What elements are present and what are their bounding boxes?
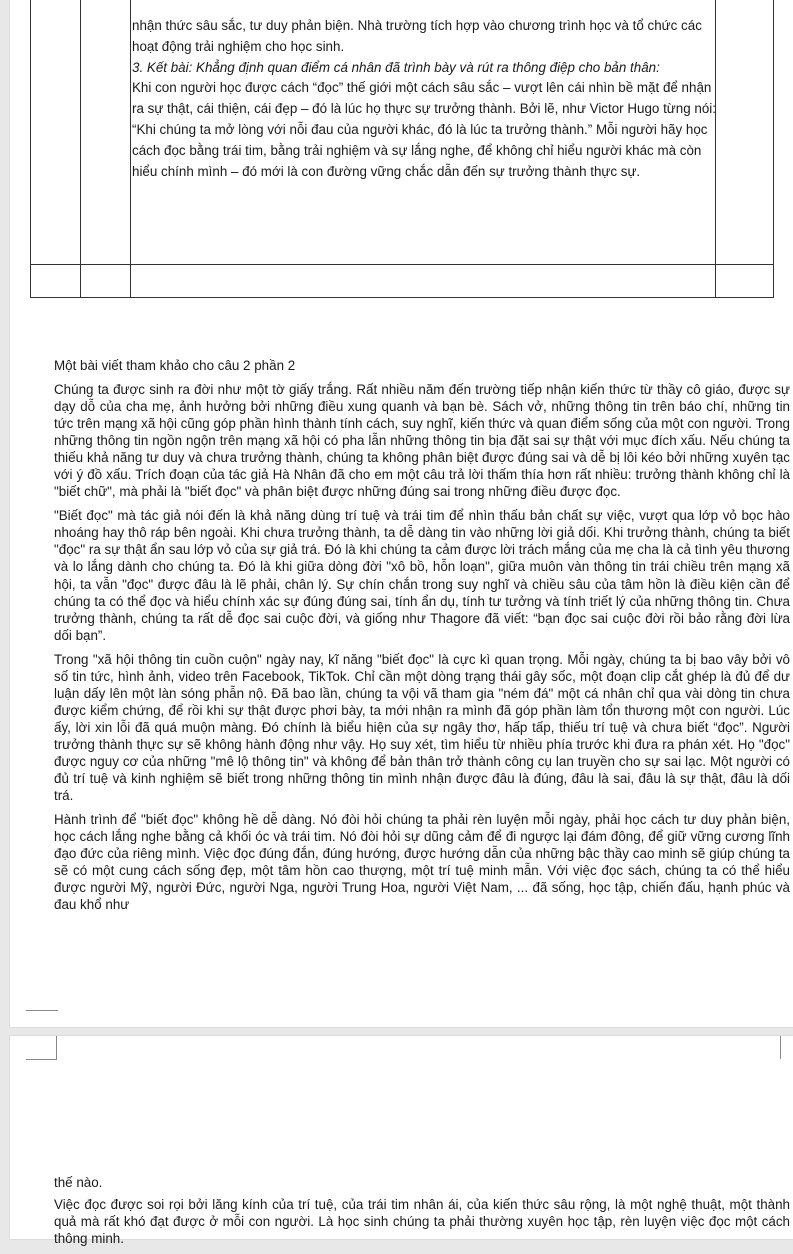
cell-paragraph: nhận thức sâu sắc, tư duy phản biện. Nhà trường tích hợp vào chương trình học và tổ chức các hoạt động trải nghiệm cho học sinh. bbox=[132, 18, 702, 54]
essay-paragraph: Hành trình để "biết đọc" không hề dễ dàng. Nó đòi hỏi chúng ta phải rèn luyện mỗi ngày, phải học cách tư duy phản biện, học cách lắng nghe bằng cả khối óc và trái tim. Nó đòi hỏi sự dũng cảm để đi ngược lại đám đông, để giữ vững cương lĩnh đạo đức của riêng mình. Việc đọc đúng đắn, đúng hướng, được hướng dẫn của những bậc thầy cao minh sẽ giúp chúng ta sẽ có một cung cách sống đẹp, một tâm hồn cao thượng, một trí tuệ minh mẫn. Với việc đọc sách, chúng ta có thể hiểu được người Mỹ, người Đức, người Nga, người Trung Hoa, người Việt Nam, ... đã sống, học tập, chiến đấu, hạnh phúc và đau khổ như bbox=[54, 812, 790, 913]
margin-corner-mark bbox=[780, 1036, 789, 1059]
essay-paragraph: Trong "xã hội thông tin cuồn cuộn" ngày nay, kĩ năng "biết đọc" là cực kì quan trọng. Mỗi ngày, chúng ta bị bao vây bởi vô số tin tức, hình ảnh, video trên Facebook, TikTok. Chỉ cần một dòng trạng thái gây sốc, một đoạn clip cắt ghép là đủ để dư luận dấy lên một làn sóng phẫn nộ. Đã bao lần, chúng ta vội vã tham gia "ném đá" một cá nhân chỉ qua vài dòng tin chưa được kiểm chứng, để rồi khi sự thật được phơi bày, ta mới nhận ra mình đã góp phần làm tổn thương một con người. Lúc ấy, lời xin lỗi đã quá muộn màng. Đó chính là biểu hiện của sự ngây thơ, hấp tấp, thiếu trí tuệ và chưa biết “đọc”. Người trưởng thành thực sự sẽ không hành động như vậy. Họ suy xét, tìm hiểu từ nhiều phía trước khi đưa ra phán xét. Họ "đọc" được nguy cơ của những "mê lộ thông tin" và không để bản thân trở thành công cụ lan truyền cho sự sai lạc. Một người có đủ trí tuệ và kinh nghiệm sẽ biết trong những thông tin mình nhận được đâu là đúng, đâu là sai, đâu là sự thật, đâu là dối trá. bbox=[54, 651, 790, 804]
essay-body bbox=[54, 381, 790, 920]
margin-corner-mark bbox=[26, 1036, 57, 1060]
conclusion-text: Khi con người học được cách “đọc” thế giới một cách sâu sắc – vượt lên cái nhìn bề mặt để nhận ra sự thật, cái thiện, cái đẹp – đó là lúc họ thực sự trưởng thành. Bởi lẽ, như Victor Hugo từng nói: “Khi chúng ta mở lòng với nỗi đau của người khác, đó là lúc ta trưởng thành.” Mỗi người hãy học cách đọc bằng trái tim, bằng trải nghiệm và sự lắng nghe, để không chỉ hiểu người khác mà còn hiểu chính mình – đó mới là con đường vững chắc dẫn đến sự trưởng thành thực sự. bbox=[132, 80, 716, 179]
essay-paragraph: Việc đọc được soi rọi bởi lăng kính của trí tuệ, của trái tim nhân ái, của kiến thức sâu rộng, là một nghệ thuật, một thành quả mà rất khó đạt được ở mỗi con người. Là học sinh chúng ta phải thường xuyên học tập, rèn luyện việc đọc một cách thông minh. bbox=[54, 1197, 790, 1247]
essay-paragraph: Chúng ta được sinh ra đời như một tờ giấy trắng. Rất nhiều năm đến trường tiếp nhận kiến thức từ thầy cô giáo, được sự dạy dỗ của cha mẹ, ảnh hưởng bởi những điều xung quanh và bạn bè. Sách vở, những thông tin trên báo chí, những tin tức trên mạng xã hội cũng góp phần hình thành tính cách, suy nghĩ, kiến thức và quan điểm sống của một con người. Trong những thông tin ngồn ngộn trên mạng xã hội có pha lẫn những thông tin bịa đặt sai sự thật với mục đích xấu. Nếu chúng ta thiếu khả năng tư duy và chưa trưởng thành, chúng ta không phân biệt được đúng sai và dễ bị lôi kéo bởi những xuyên tạc với ý đồ xấu. Trích đoạn của tác giả Hà Nhân đã cho em một câu trả lời thấm thía hơn rất nhiều: trưởng thành không chỉ là "biết chữ", mà phải là "biết đọc" và phân biệt được những đúng sai trong những điều được đọc. bbox=[54, 382, 790, 500]
essay-paragraph: thế nào. bbox=[54, 1175, 103, 1190]
essay-heading: Một bài viết tham khảo cho câu 2 phần 2 bbox=[54, 358, 296, 373]
essay-paragraph: "Biết đọc" mà tác giả nói đến là khả năng dùng trí tuệ và trái tim để nhìn thấu bản chất sự việc, vượt qua lớp vỏ bọc hào nhoáng hay thô ráp bên ngoài. Khi chưa trưởng thành, ta dễ dàng tin vào những lời giả dối. Khi trưởng thành, chúng ta biết "đọc" ra sự thật ẩn sau lớp vỏ của sự giả trá. Đó là khi chúng ta cảm được lời trách mắng của mẹ cha là cả tình yêu thương và lo lắng dành cho chúng ta. Đó là khi giữa dòng đời "xô bồ, hỗn loạn", giữa muôn vàn thông tin trái chiều trên mạng xã hội, ta vẫn "đọc" được đâu là lẽ phải, chân lý. Sự chín chắn trong suy nghĩ và chiều sâu của tâm hồn là điều kiện cần để chúng ta có thể đọc và hiểu chính xác sự đúng đúng sai, tính ẩn dụ, tính tư tưởng và tính triết lý của những thông tin. Chưa trưởng thành, chúng ta rất dễ đọc sai cuộc đời, và giống như Thagore đã viết: “bạn đọc sai cuộc đời rồi bảo rằng đời lừa dối bạn”. bbox=[54, 508, 790, 643]
table-cell-content bbox=[132, 16, 717, 182]
document-page-2 bbox=[10, 1036, 793, 1247]
essay-body-continued bbox=[54, 1174, 790, 1254]
document-page-1 bbox=[10, 0, 793, 1027]
margin-corner-mark bbox=[26, 1010, 58, 1025]
conclusion-label: 3. Kết bài: Khẳng định quan điểm cá nhân đã trình bày và rút ra thông điệp cho bản thân: bbox=[132, 59, 660, 75]
